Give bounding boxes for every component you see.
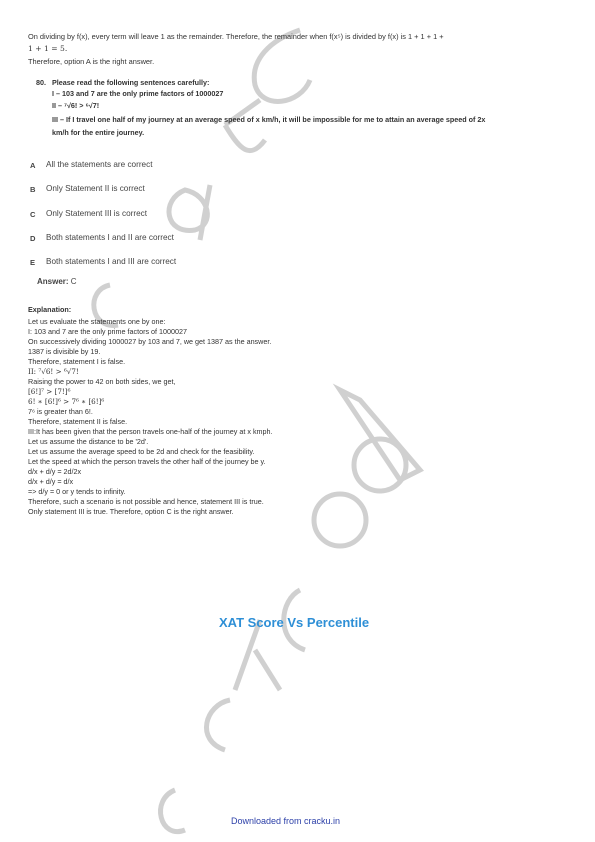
explanation-line: d/x + d/y = d/x	[28, 477, 74, 486]
statement-2: II – ⁷√6! > ⁶√7!	[52, 101, 100, 110]
explanation-line: Raising the power to 42 on both sides, we get,	[28, 377, 176, 386]
option-text: Both statements I and III are correct	[46, 257, 177, 266]
explanation-line: 7⁶ is greater than 6!.	[28, 407, 93, 416]
explanation-line: III:It has been given that the person travels one-half of the journey at x kmph.	[28, 427, 273, 436]
explanation-line: I: 103 and 7 are the only prime factors of 1000027	[28, 327, 188, 336]
explanation-line: Let us assume the distance to be '2d'.	[28, 437, 149, 446]
question-number: 80.	[36, 78, 46, 87]
explanation-line: Let us assume the average speed to be 2d and check for the feasibility.	[28, 447, 255, 456]
explanation-line: => d/y = 0 or y tends to infinity.	[28, 487, 126, 496]
option-text: Both statements I and II are correct	[46, 233, 174, 242]
explanation-line: II: ⁷√6! > ⁶√7!	[28, 367, 79, 376]
option-letter: D	[30, 234, 36, 243]
xat-score-percentile-link[interactable]: XAT Score Vs Percentile	[219, 615, 370, 630]
intro-line-1: On dividing by f(x), every term will leave 1 as the remainder. Therefore, the remainder when f(x⁵) is divided by f(x) is 1 + 1 + 1 +	[28, 32, 444, 41]
explanation-line: Let the speed at which the person travels the other half of the journey be y.	[28, 457, 266, 466]
explanation-line: d/x + d/y = 2d/2x	[28, 467, 82, 476]
explanation-line: On successively dividing 1000027 by 103 and 7, we get 1387 as the answer.	[28, 337, 272, 346]
footer-download-link[interactable]: Downloaded from cracku.in	[231, 816, 341, 826]
explanation-line: Therefore, statement II is false.	[28, 417, 128, 426]
option-text: Only Statement III is correct	[46, 209, 148, 218]
explanation-body	[28, 317, 273, 517]
option-text: All the statements are correct	[46, 160, 153, 169]
answer-row	[37, 277, 77, 286]
explanation-line: [6!]⁷ > [7!]⁶	[28, 387, 71, 396]
explanation-line: Therefore, statement I is false.	[28, 357, 126, 366]
explanation-line: Let us evaluate the statements one by one:	[28, 317, 166, 326]
explanation-line: 6! ∗ [6!]⁶ > 7⁶ ∗ [6!]⁶	[28, 397, 105, 406]
question-prompt: Please read the following sentences carefully:	[52, 78, 210, 87]
answer-value: C	[70, 277, 77, 286]
option-text: Only Statement II is correct	[46, 184, 145, 193]
option-letter: B	[30, 185, 36, 194]
statement-1: I – 103 and 7 are the only prime factors of 1000027	[52, 89, 224, 98]
option-letter: E	[30, 258, 36, 267]
intro-line-3: Therefore, option A is the right answer.	[28, 57, 155, 66]
explanation-line: Only statement III is true. Therefore, option C is the right answer.	[28, 507, 234, 516]
explanation-line: Therefore, such a scenario is not possible and hence, statement III is true.	[28, 497, 264, 506]
explanation-line: 1387 is divisible by 19.	[28, 347, 101, 356]
option-letter: A	[30, 161, 36, 170]
explanation-heading: Explanation:	[28, 305, 72, 314]
statement-3a: III – If I travel one half of my journey at an average speed of x km/h, it will be impossible for me to attain an average speed of 2x	[52, 115, 486, 124]
statement-3b: km/h for the entire journey.	[52, 128, 145, 137]
option-letter: C	[30, 210, 36, 219]
answer-label: Answer:	[37, 277, 69, 286]
intro-line-2: 1 + 1 = 5.	[28, 44, 68, 53]
